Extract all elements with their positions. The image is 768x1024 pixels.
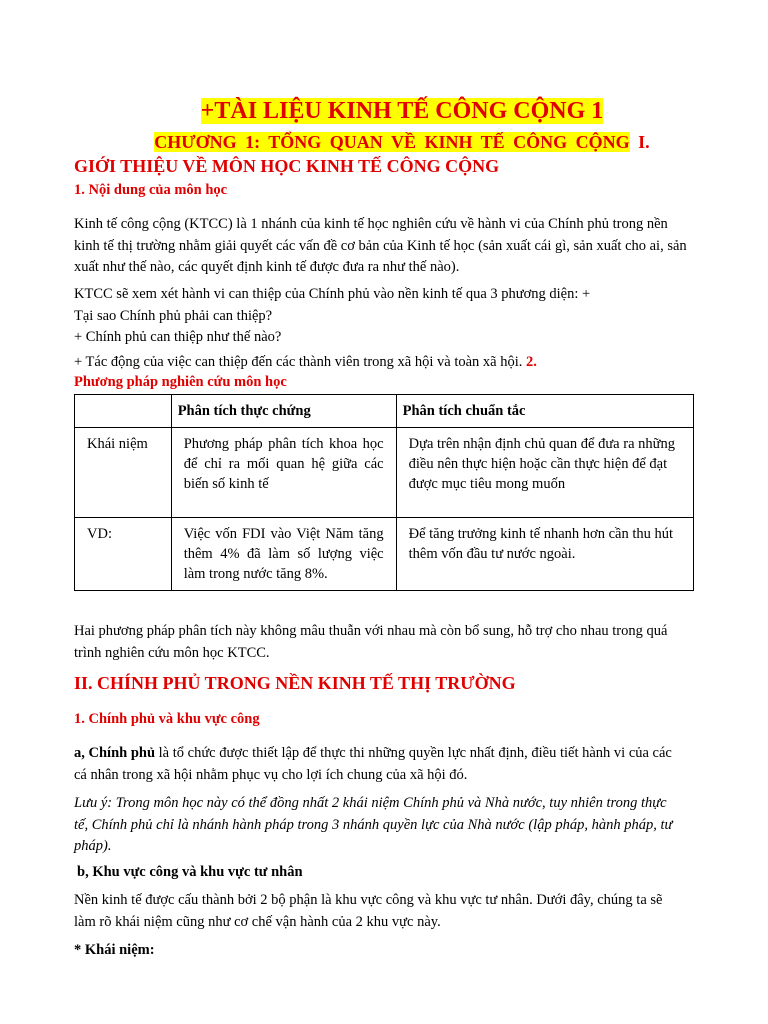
paragraph-1 bbox=[74, 214, 730, 279]
paragraph-3 bbox=[74, 352, 730, 374]
table-header-cell: Phân tích chuẩn tắc bbox=[396, 395, 693, 428]
paragraph-2 bbox=[74, 284, 730, 349]
comparison-table bbox=[74, 394, 694, 591]
paragraph-5-text: là tổ chức được thiết lập để thực thi những quyền lực nhất định, điều tiết hành vi của các bbox=[155, 745, 672, 761]
sub4-title: b, Khu vực công và khu vực tư nhân bbox=[77, 864, 303, 880]
table-cell: Khái niệm bbox=[75, 428, 172, 518]
table-cell: Để tăng trưởng kinh tế nhanh hơn cần thu hút thêm vốn đầu tư nước ngoài. bbox=[396, 518, 693, 591]
chapter-heading bbox=[74, 130, 730, 154]
paragraph-line: làm rõ khái niệm cũng như cơ chế vận hành của 2 khu vực này. bbox=[74, 913, 441, 930]
chapter-title: CHƯƠNG 1: TỔNG QUAN VỀ KINH TẾ CÔNG CỘNG bbox=[154, 132, 630, 152]
table-cell: VD: bbox=[75, 518, 172, 591]
paragraph-line: Kinh tế công cộng (KTCC) là 1 nhánh của kinh tế học nghiên cứu về hành vi của Chính phủ trong nền bbox=[74, 216, 668, 232]
table-cell: Việc vốn FDI vào Việt Năm tăng thêm 4% đã làm số lượng việc làm trong nước tăng 8%. bbox=[171, 518, 396, 591]
paragraph-5 bbox=[74, 743, 730, 786]
sub2-title: Phương pháp nghiên cứu môn học bbox=[74, 374, 287, 390]
paragraph-4 bbox=[74, 621, 730, 664]
paragraph-line: tế, Chính phủ chỉ là nhánh hành pháp trong 3 nhánh quyền lực của Nhà nước (lập pháp, hành pháp, tư bbox=[74, 816, 673, 833]
paragraph-line: KTCC sẽ xem xét hành vi can thiệp của Chính phủ vào nền kinh tế qua 3 phương diện: + bbox=[74, 286, 591, 302]
sub1-title: 1. Nội dung của môn học bbox=[74, 182, 228, 198]
table-header-cell: Phân tích thực chứng bbox=[171, 395, 396, 428]
sub5-title: * Khái niệm: bbox=[74, 942, 155, 958]
paragraph-line: + Chính phủ can thiệp như thế nào? bbox=[74, 329, 282, 345]
paragraph-line: xuất như thế nào, các quyết định kinh tế được đưa ra như thế nào). bbox=[74, 259, 460, 275]
paragraph-line: cá nhân trong xã hội nhằm phục vụ cho lợi ích chung của xã hội đó. bbox=[74, 766, 468, 783]
paragraph-5-lead: a, Chính phủ bbox=[74, 745, 156, 761]
section1-title: GIỚI THIỆU VỀ MÔN HỌC KINH TẾ CÔNG CỘNG bbox=[74, 156, 500, 176]
paragraph-line: kinh tế thị trường nhằm giải quyết các vấn đề cơ bản của Kinh tế học (sản xuất cái gì, sản xuất cho ai, sản bbox=[74, 237, 687, 254]
table-header-row bbox=[75, 395, 694, 428]
paragraph-3-text: + Tác động của việc can thiệp đến các thành viên trong xã hội và toàn xã hội. bbox=[74, 354, 523, 370]
table-header-cell bbox=[75, 395, 172, 428]
paragraph-line: Lưu ý: Trong môn học này có thể đồng nhất 2 khái niệm Chính phủ và Nhà nước, tuy nhiên trong thực bbox=[74, 795, 667, 811]
paragraph-6 bbox=[74, 890, 730, 933]
document-title bbox=[74, 96, 730, 126]
sub3-title: 1. Chính phủ và khu vực công bbox=[74, 711, 260, 727]
table-row bbox=[75, 518, 694, 591]
paragraph-line: Tại sao Chính phủ phải can thiệp? bbox=[74, 307, 273, 324]
paragraph-line bbox=[74, 743, 730, 765]
paragraph-line: trình nghiên cứu môn học KTCC. bbox=[74, 644, 270, 661]
table-cell: Phương pháp phân tích khoa học để chỉ ra mối quan hệ giữa các biến số kinh tế bbox=[171, 428, 396, 518]
table-row bbox=[75, 428, 694, 518]
paragraph-line: pháp). bbox=[74, 838, 112, 854]
paragraph-line: Hai phương pháp phân tích này không mâu thuẫn với nhau mà còn bổ sung, hỗ trợ cho nhau trong quá bbox=[74, 623, 668, 639]
document-title-text: +TÀI LIỆU KINH TẾ CÔNG CỘNG 1 bbox=[200, 98, 604, 124]
note-paragraph bbox=[74, 793, 730, 858]
section2-title: II. CHÍNH PHỦ TRONG NỀN KINH TẾ THỊ TRƯỜNG bbox=[74, 673, 516, 693]
table-cell: Dựa trên nhận định chủ quan để đưa ra những điều nên thực hiện hoặc cần thực hiện để đạt được mục tiêu mong muốn bbox=[396, 428, 693, 518]
chapter-trailer: I. bbox=[638, 132, 650, 152]
paragraph-line: Nền kinh tế được cấu thành bởi 2 bộ phận là khu vực công và khu vực tư nhân. Dưới đây, chúng ta sẽ bbox=[74, 892, 663, 908]
sub2-number: 2. bbox=[526, 354, 537, 370]
